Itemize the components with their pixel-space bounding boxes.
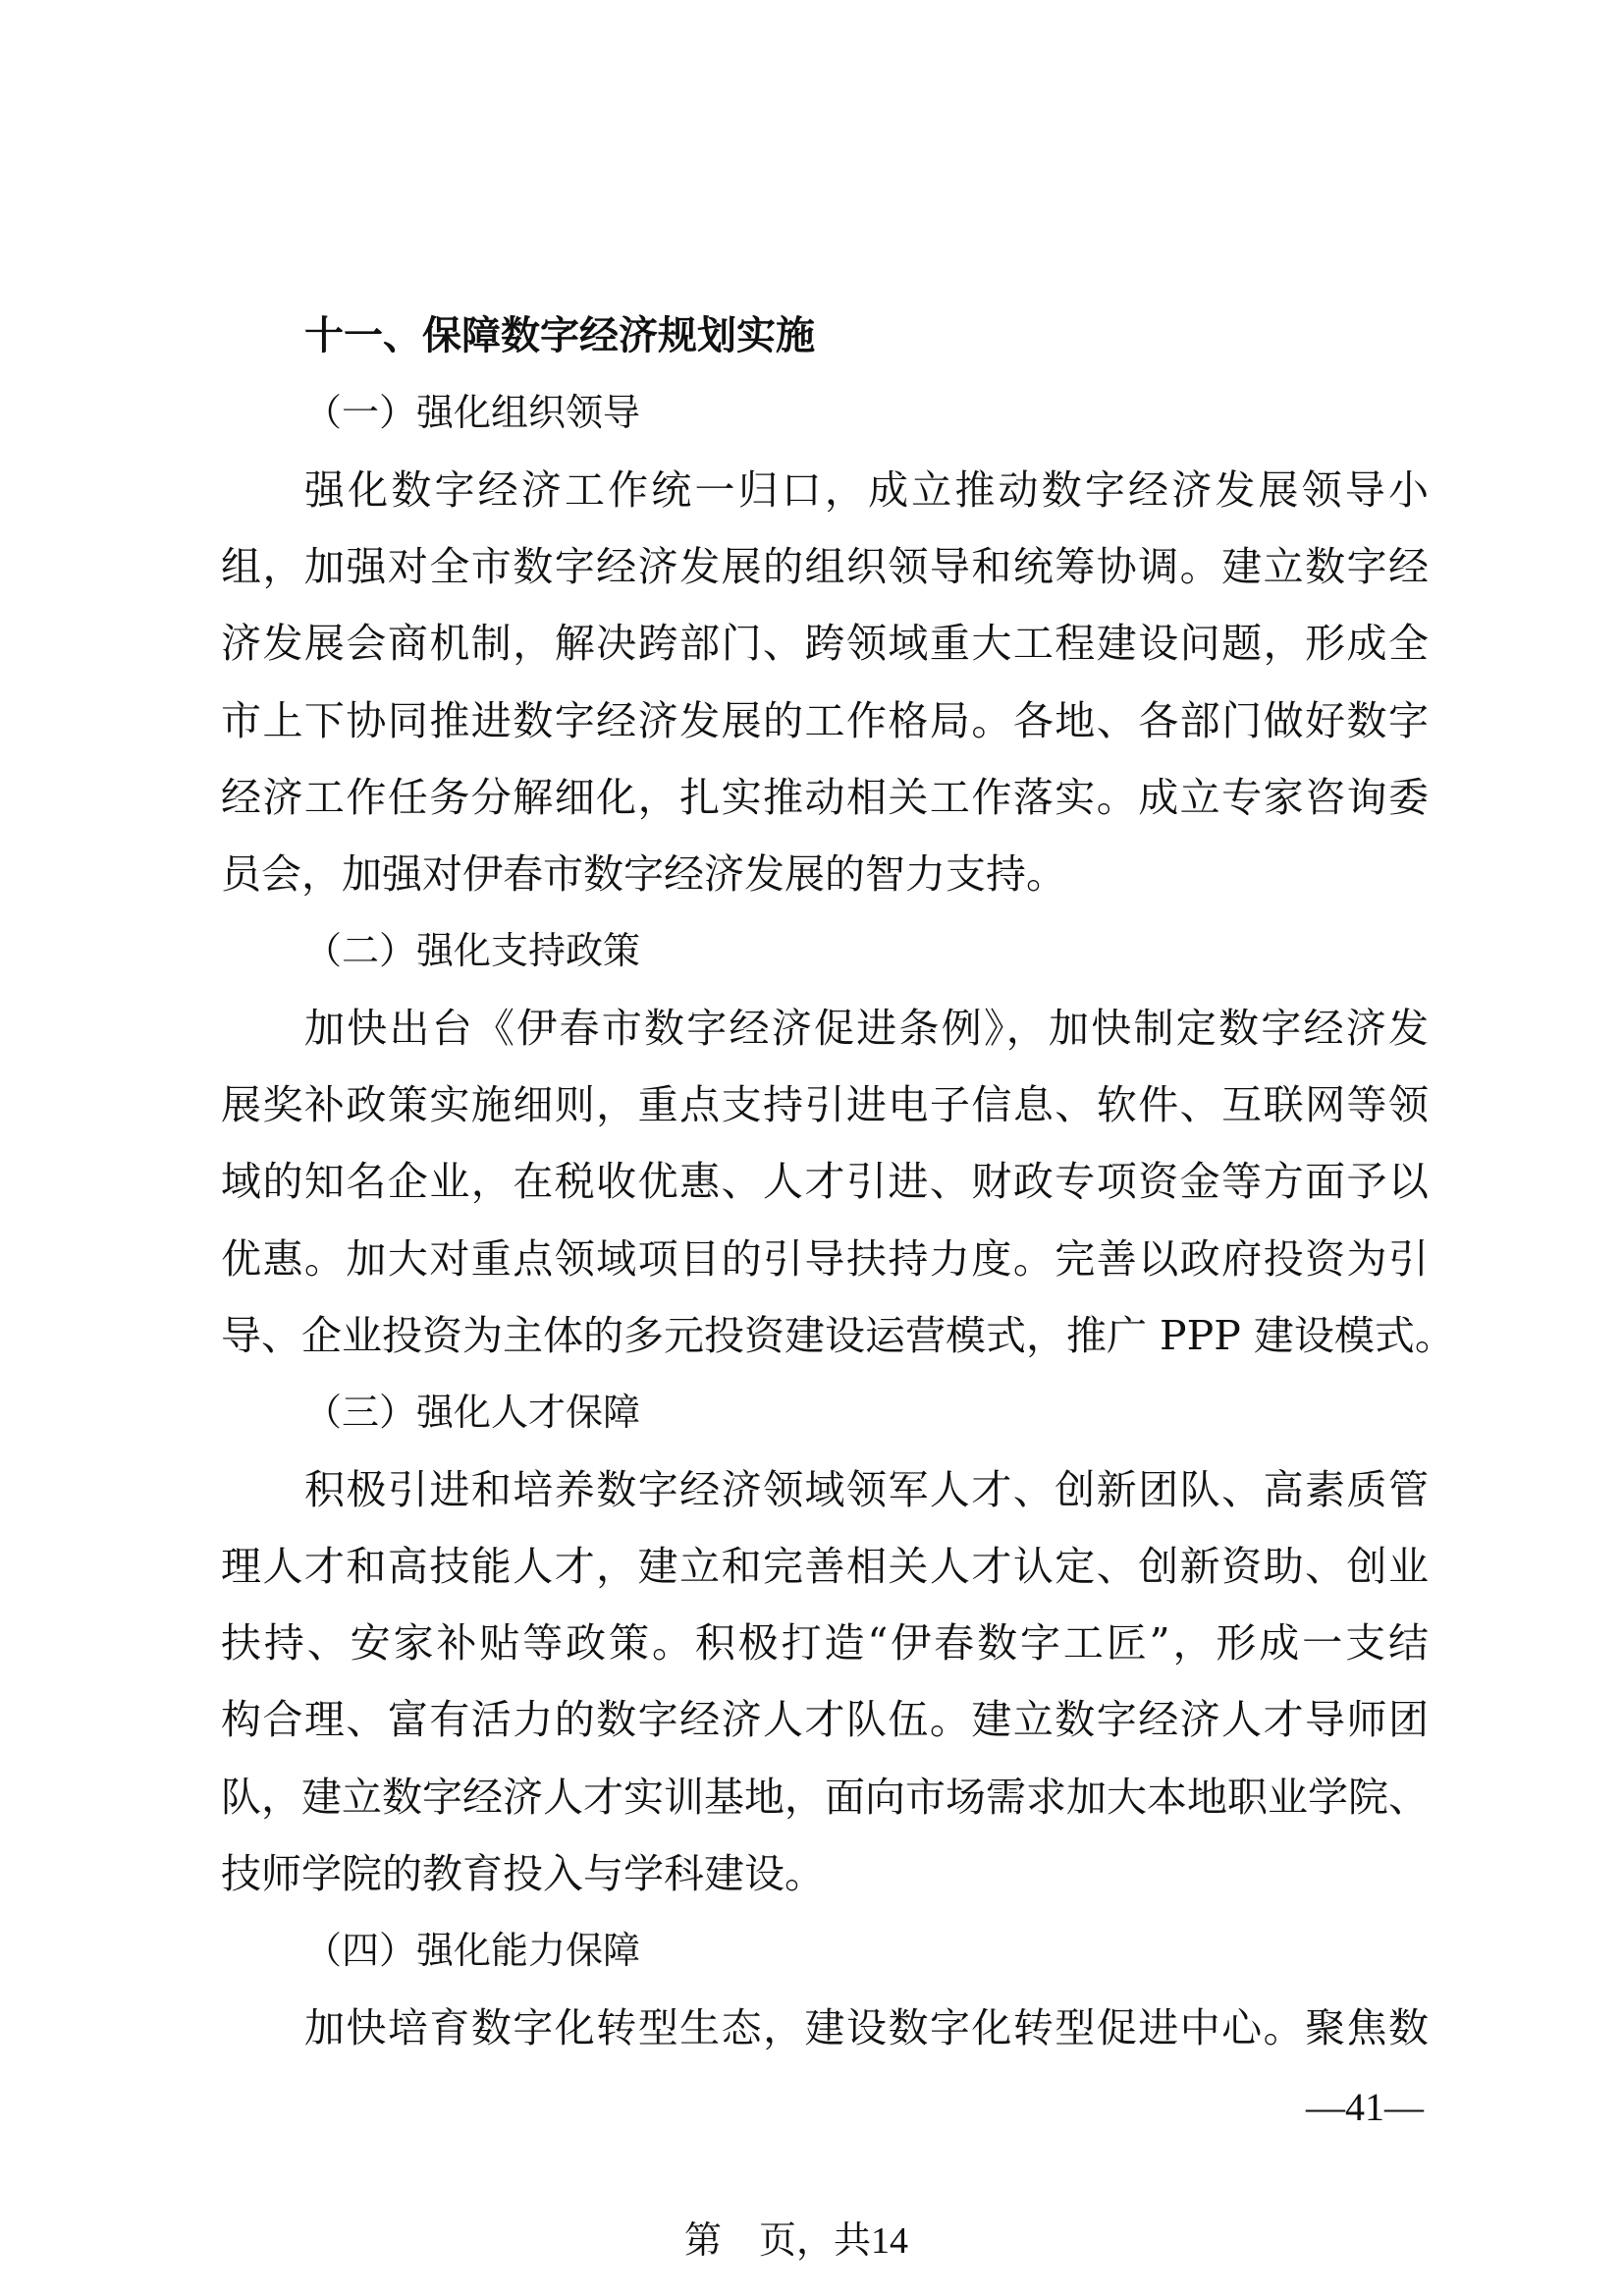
paragraph-line: 构合理、富有活力的数字经济人才队伍。建立数字经济人才导师团 (221, 1696, 1429, 1744)
subsection-title: （四）强化能力保障 (304, 1929, 641, 1973)
paragraph-line: 积极引进和培养数字经济领域领军人才、创新团队、高素质管 (304, 1465, 1429, 1513)
paragraph-line: 域的知名企业，在税收优惠、人才引进、财政专项资金等方面予以 (221, 1158, 1429, 1206)
paragraph-line: 强化数字经济工作统一归口，成立推动数字经济发展领导小 (304, 465, 1429, 514)
paragraph-line: 组，加强对全市数字经济发展的组织领导和统筹协调。建立数字经 (221, 542, 1429, 590)
paragraph-line: 队，建立数字经济人才实训基地，面向市场需求加大本地职业学院、 (221, 1773, 1429, 1821)
paragraph-line: 济发展会商机制，解决跨部门、跨领域重大工程建设问题，形成全 (221, 620, 1429, 668)
page-number: —41— (1306, 2085, 1424, 2129)
paragraph-line: 加快培育数字化转型生态，建设数字化转型促进中心。聚焦数 (304, 2003, 1429, 2051)
paragraph-line: 经济工作任务分解细化，扎实推动相关工作落实。成立专家咨询委 (221, 773, 1429, 821)
paragraph-line: 扶持、安家补贴等政策。积极打造“伊春数字工匠”，形成一支结 (221, 1619, 1429, 1667)
paragraph-line: 市上下协同推进数字经济发展的工作格局。各地、各部门做好数字 (221, 696, 1429, 744)
paragraph-line: 展奖补政策实施细则，重点支持引进电子信息、软件、互联网等领 (221, 1081, 1429, 1128)
subsection-title: （三）强化人才保障 (304, 1391, 641, 1435)
paragraph-line: 优惠。加大对重点领域项目的引导扶持力度。完善以政府投资为引 (221, 1234, 1429, 1283)
paragraph-line: 理人才和高技能人才，建立和完善相关人才认定、创新资助、创业 (221, 1542, 1429, 1590)
paragraph-line: 加快出台《伊春市数字经济促进条例》，加快制定数字经济发 (304, 1004, 1429, 1052)
paragraph-line: 员会，加强对伊春市数字经济发展的智力支持。 (221, 850, 1066, 899)
subsection-title: （二）强化支持政策 (304, 929, 641, 973)
paragraph-line: 技师学院的教育投入与学科建设。 (221, 1850, 825, 1897)
section-heading: 十一、保障数字经济规划实施 (304, 313, 815, 358)
page-footer: 第 页，共14 (684, 2220, 909, 2262)
paragraph-line: 导、企业投资为主体的多元投资建设运营模式，推广 PPP 建设模式。 (221, 1311, 1455, 1359)
subsection-title: （一）强化组织领导 (304, 391, 641, 435)
